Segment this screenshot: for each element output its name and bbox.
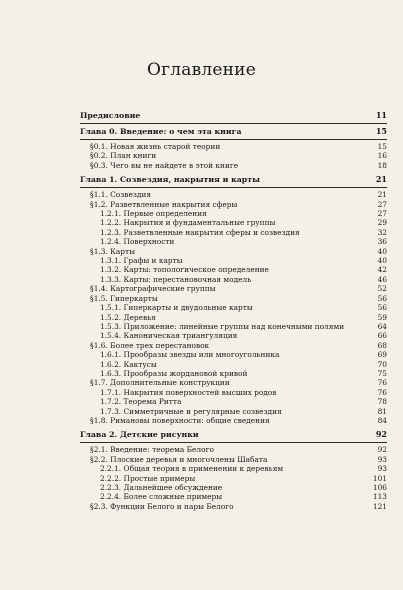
toc-subsection-entry[interactable] (80, 313, 387, 322)
toc-entry-label: 1.5.2. Деревья (100, 312, 156, 322)
toc-entry-label: §0.2. План книги (90, 151, 157, 161)
toc-section-entry[interactable] (80, 190, 387, 199)
toc-subsection-entry[interactable] (80, 492, 387, 501)
toc-entry-label: §1.1. Созвездия (90, 190, 151, 200)
toc-section-entry[interactable] (80, 247, 387, 256)
toc-entry-label: §1.3. Карты (90, 246, 135, 256)
toc-entry-label: 1.2.3. Разветвленные накрытия сферы и созвездия (100, 227, 300, 237)
divider (80, 139, 387, 140)
toc-subsection-entry[interactable] (80, 303, 387, 312)
toc-subsection-entry[interactable] (80, 350, 387, 359)
toc-entry-label: 2.2.1. Общая теория в применении к деревьям (100, 464, 284, 474)
toc-entry-page: 27 (377, 199, 387, 209)
toc-entry-page: 70 (377, 359, 387, 369)
toc-entry-page: 52 (377, 284, 387, 294)
toc-section-entry[interactable] (80, 284, 387, 293)
toc-entry-label: 1.5.1. Гиперкарты и двудольные карты (100, 303, 253, 313)
toc-entry-label: 2.2.4. Более сложные примеры (100, 492, 223, 502)
toc-entry-label: §1.2. Разветвленные накрытия сферы (90, 199, 238, 209)
toc-entry-label: 1.7.3. Симметричные и регулярные созвездия (100, 406, 282, 416)
toc-entry-label: Глава 2. Детские рисунки (80, 430, 199, 440)
page-title: Оглавление (147, 60, 256, 80)
toc-entry-page: 76 (377, 378, 387, 388)
toc-entry-page: 27 (377, 209, 387, 219)
toc-entry-page: 29 (377, 218, 387, 228)
toc-section-entry[interactable] (80, 294, 387, 303)
toc-entry-label: §0.3. Чего вы не найдете в этой книге (90, 160, 239, 170)
toc-entry-page: 75 (377, 368, 387, 378)
toc-section-entry[interactable] (80, 416, 387, 425)
toc-entry-page: 101 (372, 473, 387, 483)
toc-entry-page: 92 (377, 445, 387, 455)
toc-entry-page: 40 (377, 246, 387, 256)
toc-entry-label: 1.6.1. Прообразы звезды или многоугольника (100, 350, 280, 360)
toc-entry-page: 93 (377, 464, 387, 474)
toc-entry-page: 59 (377, 312, 387, 322)
divider (80, 442, 387, 443)
toc-entry-label: 1.7.1. Накрытия поверхностей высших родов (100, 387, 277, 397)
toc-subsection-entry[interactable] (80, 407, 387, 416)
toc-entry-label: Глава 1. Созвездия, накрытия и карты (80, 175, 260, 185)
divider (80, 123, 387, 124)
toc-subsection-entry[interactable] (80, 256, 387, 265)
toc-entry-page: 15 (377, 142, 387, 151)
toc-chapter-1[interactable] (80, 174, 387, 185)
toc-section-entry[interactable] (80, 142, 387, 151)
toc-subsection-entry[interactable] (80, 237, 387, 246)
toc-entry-label: §1.7. Дополнительные конструкции (90, 378, 230, 388)
toc-entry-page: 121 (372, 501, 387, 511)
toc-entry-page: 36 (377, 237, 387, 247)
toc-subsection-entry[interactable] (80, 360, 387, 369)
toc-subsection-entry[interactable] (80, 483, 387, 492)
toc-section-entry[interactable] (80, 161, 387, 170)
toc-entry-label: 1.7.2. Теорема Ритта (100, 397, 182, 407)
toc-entry-page: 113 (372, 492, 387, 502)
toc-subsection-entry[interactable] (80, 464, 387, 473)
toc-subsection-entry[interactable] (80, 209, 387, 218)
toc-entry-page: 56 (377, 303, 387, 313)
toc-entry-page: 106 (372, 483, 387, 492)
toc-section-entry[interactable] (80, 455, 387, 464)
toc-entry-label: 1.3.3. Карты: перестановочная модель (100, 274, 252, 284)
toc-entry-page: 93 (377, 454, 387, 464)
toc-entry-label: 1.6.3. Прообразы жордановой кривой (100, 368, 248, 378)
toc-subsection-entry[interactable] (80, 331, 387, 340)
toc-entry-label: 1.5.3. Приложение: линейные группы над конечными полями (100, 321, 345, 331)
toc-section-entry[interactable] (80, 341, 387, 350)
toc-section-entry[interactable] (80, 151, 387, 160)
toc-entry-page: 18 (377, 160, 387, 170)
toc-entry-label: Предисловие (80, 111, 141, 120)
toc-entry-label: 1.2.2. Накрытия и фундаментальные группы (100, 218, 276, 228)
toc-entry-label: §2.3. Функции Белого и пары Белого (90, 501, 234, 511)
toc-subsection-entry[interactable] (80, 369, 387, 378)
toc-subsection-entry[interactable] (80, 275, 387, 284)
toc-chapter-0-items (80, 142, 387, 170)
toc-entry-page: 32 (377, 227, 387, 237)
toc-chapter-2[interactable] (80, 429, 387, 440)
toc-entry-label: 1.2.4. Поверхности (100, 237, 175, 247)
toc-entry-page: 16 (377, 151, 387, 161)
table-of-contents (80, 110, 387, 511)
toc-entry-preface[interactable] (80, 110, 387, 121)
toc-section-entry[interactable] (80, 200, 387, 209)
toc-entry-label: 1.3.2. Карты: топологическое определение (100, 265, 269, 275)
toc-entry-page: 78 (377, 397, 387, 407)
toc-entry-page: 92 (375, 429, 387, 440)
toc-entry-page: 46 (377, 274, 387, 284)
toc-chapter-2-items (80, 445, 387, 511)
toc-entry-page: 84 (377, 415, 387, 425)
toc-section-entry[interactable] (80, 502, 387, 511)
toc-subsection-entry[interactable] (80, 218, 387, 227)
toc-subsection-entry[interactable] (80, 388, 387, 397)
toc-entry-page: 42 (377, 265, 387, 275)
toc-subsection-entry[interactable] (80, 322, 387, 331)
divider (80, 187, 387, 188)
toc-entry-page: 21 (375, 174, 387, 185)
toc-entry-label: 2.2.2. Простые примеры (100, 473, 196, 483)
toc-entry-page: 76 (377, 387, 387, 397)
toc-entry-page: 66 (377, 331, 387, 341)
toc-entry-label: 1.2.1. Первые определения (100, 209, 207, 219)
toc-entry-label: 1.3.1. Графы и карты (100, 256, 183, 266)
toc-subsection-entry[interactable] (80, 474, 387, 483)
toc-entry-label: §0.1. Новая жизнь старой теории (90, 142, 221, 151)
toc-chapter-0[interactable] (80, 126, 387, 137)
toc-entry-label: 2.2.3. Дальнейшее обсуждение (100, 483, 223, 492)
toc-entry-page: 11 (375, 110, 387, 120)
toc-entry-label: §1.8. Римановы поверхности: общие сведения (90, 415, 270, 425)
toc-entry-page: 21 (377, 190, 387, 200)
toc-entry-page: 68 (377, 340, 387, 350)
toc-entry-label: 1.5.4. Каноническая триангуляция (100, 331, 238, 341)
toc-section-entry[interactable] (80, 445, 387, 454)
toc-entry-label: 1.6.2. Кактусы (100, 359, 157, 369)
toc-section-entry[interactable] (80, 378, 387, 387)
toc-chapter-1-items (80, 190, 387, 425)
toc-entry-label: §1.5. Гиперкарты (90, 293, 158, 303)
toc-entry-page: 64 (377, 321, 387, 331)
toc-subsection-entry[interactable] (80, 228, 387, 237)
toc-entry-label: §1.4. Картографические группы (90, 284, 216, 294)
toc-entry-label: §2.1. Введение: теорема Белого (90, 445, 214, 455)
toc-entry-label: §1.6. Более трех перестановок (90, 340, 210, 350)
toc-subsection-entry[interactable] (80, 265, 387, 274)
toc-entry-label: Глава 0. Введение: о чем эта книга (80, 127, 242, 136)
toc-entry-page: 81 (377, 406, 387, 416)
toc-entry-page: 15 (375, 126, 387, 136)
toc-entry-page: 56 (377, 293, 387, 303)
toc-subsection-entry[interactable] (80, 397, 387, 406)
toc-entry-page: 40 (377, 256, 387, 266)
toc-entry-label: §2.2. Плоские деревья и многочлены Шабата (90, 454, 268, 464)
toc-entry-page: 69 (377, 350, 387, 360)
